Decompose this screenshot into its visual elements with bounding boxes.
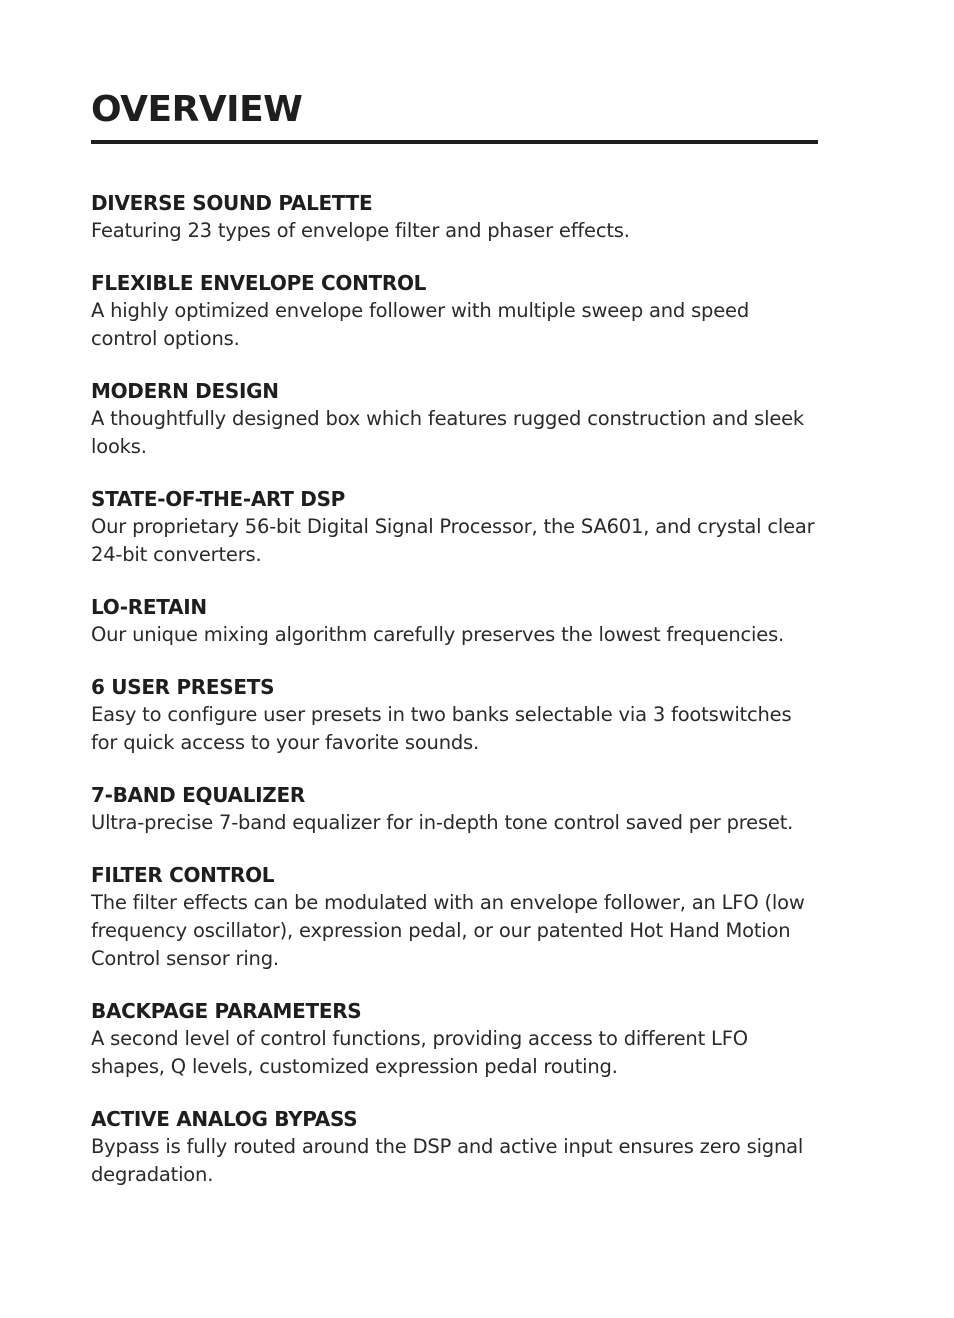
feature-description: Bypass is fully routed around the DSP and active input ensures zero signal degradation. <box>91 1135 804 1186</box>
feature-user-presets <box>91 673 818 757</box>
title-divider <box>91 140 818 144</box>
feature-7-band-equalizer <box>91 781 818 837</box>
feature-description: Ultra-precise 7-band equalizer for in-depth tone control saved per preset. <box>91 811 794 834</box>
feature-heading: LO-RETAIN <box>91 595 207 619</box>
feature-description: Our unique mixing algorithm carefully preserves the lowest frequencies. <box>91 623 785 646</box>
feature-description: Featuring 23 types of envelope filter and phaser effects. <box>91 219 630 242</box>
feature-heading: ACTIVE ANALOG BYPASS <box>91 1107 358 1131</box>
feature-modern-design <box>91 377 818 461</box>
document-page <box>91 88 818 1213</box>
feature-description: A second level of control functions, providing access to different LFO shapes, Q levels, customized expression pedal routing. <box>91 1027 748 1078</box>
feature-description: Easy to configure user presets in two banks selectable via 3 footswitches for quick access to your favorite sounds. <box>91 703 792 754</box>
feature-description: The filter effects can be modulated with an envelope follower, an LFO (low frequency oscillator), expression pedal, or our patented Hot Hand Motion Control sensor ring. <box>91 891 805 970</box>
feature-heading: 7-BAND EQUALIZER <box>91 783 305 807</box>
feature-heading: BACKPAGE PARAMETERS <box>91 999 362 1023</box>
feature-lo-retain <box>91 593 818 649</box>
feature-description: A thoughtfully designed box which features rugged construction and sleek looks. <box>91 407 805 458</box>
feature-heading: FLEXIBLE ENVELOPE CONTROL <box>91 271 427 295</box>
page-title: OVERVIEW <box>91 89 303 130</box>
feature-backpage-parameters <box>91 997 818 1081</box>
feature-description: Our proprietary 56-bit Digital Signal Processor, the SA601, and crystal clear 24-bit converters. <box>91 515 815 566</box>
feature-heading: MODERN DESIGN <box>91 379 279 403</box>
feature-list <box>91 189 818 1189</box>
feature-heading: FILTER CONTROL <box>91 863 275 887</box>
feature-description: A highly optimized envelope follower with multiple sweep and speed control options. <box>91 299 750 350</box>
feature-diverse-sound-palette <box>91 189 818 245</box>
feature-heading: STATE-OF-THE-ART DSP <box>91 487 346 511</box>
feature-filter-control <box>91 861 818 973</box>
feature-heading: 6 USER PRESETS <box>91 675 275 699</box>
feature-state-of-the-art-dsp <box>91 485 818 569</box>
feature-flexible-envelope-control <box>91 269 818 353</box>
feature-heading: DIVERSE SOUND PALETTE <box>91 191 373 215</box>
feature-active-analog-bypass <box>91 1105 818 1189</box>
